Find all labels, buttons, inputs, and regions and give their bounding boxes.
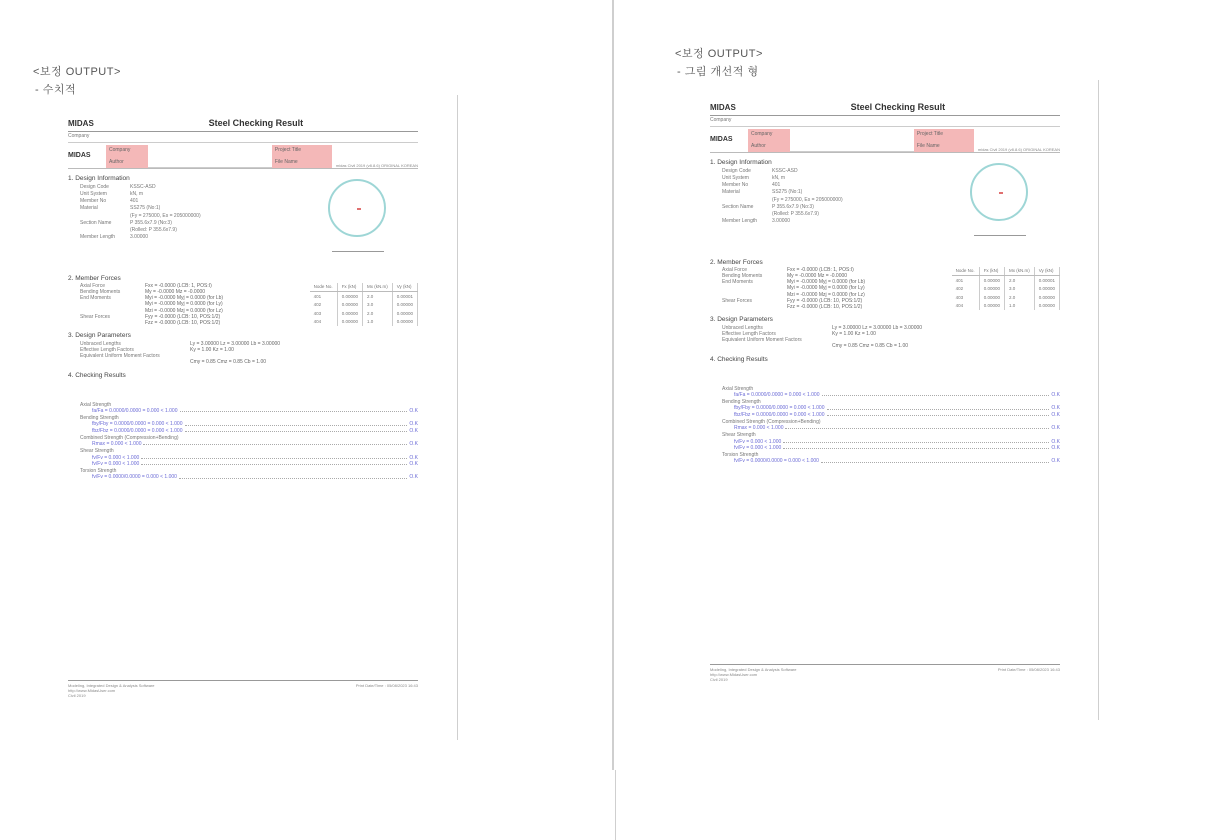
design-info-row xyxy=(722,204,843,210)
check-formula: fby/Fby = 0.0000/0.0000 = 0.000 < 1.000 xyxy=(734,405,825,412)
force-value: Fzz = -0.0000 (LCB: 10, POS:1/2) xyxy=(787,304,863,311)
design-info-row xyxy=(722,175,843,181)
check-formula: fby/Fby = 0.0000/0.0000 = 0.000 < 1.000 xyxy=(92,421,183,428)
table-cell: 402 xyxy=(952,285,980,294)
design-info-row xyxy=(80,227,201,233)
param-value: Ky = 1.00 Kz = 1.00 xyxy=(832,330,876,337)
check-ok: O.K xyxy=(1051,391,1060,398)
company-author-cells xyxy=(106,145,148,168)
table-header-row xyxy=(952,267,1060,276)
param-value: Cmy = 0.85 Cmz = 0.85 Cb = 1.00 xyxy=(190,359,267,366)
table-header-cell: Node No. xyxy=(952,267,980,276)
doc-header xyxy=(68,118,418,132)
params-list xyxy=(722,325,1060,350)
section-diagram xyxy=(940,153,1060,253)
check-formula: fbz/Fbz = 0.0000/0.0000 = 0.000 < 1.000 xyxy=(734,411,825,418)
doc-info-block xyxy=(68,145,418,169)
check-formula: Rmax = 0.000 < 1.000 xyxy=(92,441,142,448)
doc-info-block xyxy=(710,129,1060,153)
check-formula: fv/Fv = 0.000 < 1.000 xyxy=(92,454,140,461)
check-line xyxy=(92,408,418,414)
design-info-row xyxy=(80,205,201,211)
pipe-section-circle xyxy=(328,179,386,237)
param-key xyxy=(80,359,190,365)
forces-list xyxy=(80,283,223,327)
table-row xyxy=(952,302,1060,311)
table-cell: 1.0 xyxy=(1004,302,1034,311)
force-key: Axial Force xyxy=(722,266,748,273)
company-author-cells xyxy=(748,129,790,152)
check-ok: O.K xyxy=(409,427,418,434)
left-caption: <보정 OUTPUT> xyxy=(33,66,121,78)
check-leader xyxy=(185,421,408,425)
table-cell: 2.0 xyxy=(1004,276,1034,285)
design-info-value: P 355.6x7.9 (No:3) xyxy=(772,203,814,210)
check-leader xyxy=(783,439,1049,443)
check-formula: fv/Fv = 0.000 < 1.000 xyxy=(734,444,782,451)
check-line xyxy=(734,458,1060,464)
check-heading: Axial Strength xyxy=(722,385,754,392)
table-cell: 403 xyxy=(310,309,338,318)
table-header-cell: Node No. xyxy=(310,283,338,292)
check-formula: fv/Fv = 0.0000/0.0000 = 0.000 < 1.000 xyxy=(92,474,177,481)
author-label: Author xyxy=(751,142,766,149)
table-cell: 404 xyxy=(952,302,980,311)
table-cell: 0.00000 xyxy=(337,292,362,301)
table-header-cell: Vy (kN) xyxy=(1034,267,1059,276)
table-cell: 0.00000 xyxy=(1034,285,1059,294)
table-header-cell: Fx (kN) xyxy=(337,283,362,292)
section-member-forces: 2. Member Forces xyxy=(710,258,763,266)
design-info-row xyxy=(722,218,843,224)
design-info-key: Member No xyxy=(80,198,107,205)
force-value: Myi = -0.0000 Myj = 0.0000 (for Ly) xyxy=(787,285,865,292)
doc-footer xyxy=(68,680,418,698)
check-ok: O.K xyxy=(409,474,418,481)
table-cell: 402 xyxy=(310,301,338,310)
check-line xyxy=(92,474,418,480)
doc-logo: MIDAS xyxy=(68,119,94,129)
design-info-key: Section Name xyxy=(722,203,754,210)
section-design-params: 3. Design Parameters xyxy=(710,316,773,324)
check-formula: Rmax = 0.000 < 1.000 xyxy=(734,425,784,432)
params-list xyxy=(80,341,418,366)
param-key: Unbraced Lengths xyxy=(722,324,763,331)
design-info-key: Unit System xyxy=(722,174,749,181)
force-row xyxy=(80,320,223,326)
force-key: Bending Moments xyxy=(722,272,763,279)
check-leader xyxy=(179,474,407,478)
table-cell: 0.00000 xyxy=(392,318,417,327)
table-cell: 0.00000 xyxy=(1034,293,1059,302)
section-diagram xyxy=(298,169,418,269)
check-ok: O.K xyxy=(1051,405,1060,412)
param-key: Equivalent Uniform Moment Factors xyxy=(722,337,802,343)
table-row xyxy=(952,293,1060,302)
table-header-cell: Vy (kN) xyxy=(392,283,417,292)
footer-version: Civil 2019 xyxy=(68,693,86,698)
force-value: Fzz = -0.0000 (LCB: 10, POS:1/2) xyxy=(145,320,221,327)
table-row xyxy=(952,276,1060,285)
check-heading: Shear Strength xyxy=(80,448,114,455)
company-label: Company xyxy=(109,147,131,154)
section-checking: 4. Checking Results xyxy=(710,355,768,363)
table-cell: 401 xyxy=(952,276,980,285)
table-cell: 2.0 xyxy=(362,292,392,301)
table-row xyxy=(310,292,418,301)
check-line xyxy=(92,441,418,447)
check-ok: O.K xyxy=(1051,444,1060,451)
force-value: Myi = -0.0000 Myj = 0.0000 (for Ly) xyxy=(145,301,223,308)
check-line xyxy=(734,425,1060,431)
check-leader xyxy=(783,445,1049,449)
doc-title: Steel Checking Result xyxy=(850,102,946,112)
section-design-params: 3. Design Parameters xyxy=(68,332,131,340)
design-info-value: (Fy = 275000, Es = 205000000) xyxy=(130,212,201,219)
table-cell: 0.00001 xyxy=(392,292,417,301)
design-info-value: SS275 (No:1) xyxy=(130,205,161,212)
design-info-row xyxy=(68,169,418,269)
table-cell: 0.00000 xyxy=(392,309,417,318)
param-key: Unbraced Lengths xyxy=(80,340,121,347)
check-formula: fbz/Fbz = 0.0000/0.0000 = 0.000 < 1.000 xyxy=(92,427,183,434)
check-ok: O.K xyxy=(409,460,418,467)
check-leader xyxy=(141,461,407,465)
check-leader xyxy=(185,428,408,432)
force-key: End Moments xyxy=(80,295,111,302)
member-forces-row xyxy=(710,267,1060,311)
program-version: midas Civil 2019 (v8.8.6) ORIGINAL KOREAN xyxy=(335,162,418,168)
force-value: Fyy = -0.0000 (LCB: 10, POS:1/2) xyxy=(145,313,221,320)
check-ok: O.K xyxy=(409,407,418,414)
design-info-row xyxy=(722,211,843,217)
check-heading: Bending Strength xyxy=(80,415,119,422)
force-key: End Moments xyxy=(722,279,753,286)
design-info-value: kN, m xyxy=(130,190,144,197)
force-row xyxy=(722,304,865,310)
design-info-key: Member Length xyxy=(80,234,116,241)
force-key: Bending Moments xyxy=(80,288,121,295)
check-ok: O.K xyxy=(1051,458,1060,465)
page-divider xyxy=(612,0,614,770)
force-value: My = -0.0000 Mz = -0.0000 xyxy=(145,288,206,295)
table-cell: 0.00000 xyxy=(337,301,362,310)
table-cell: 0.00000 xyxy=(979,293,1004,302)
force-key xyxy=(722,304,787,310)
table-row xyxy=(310,301,418,310)
check-leader xyxy=(827,405,1050,409)
project-label: Project Title xyxy=(274,147,302,154)
footer-date: Print Date/Time : 05/08/2023 16:43 xyxy=(997,667,1060,672)
table-row xyxy=(310,318,418,327)
project-file-cells xyxy=(914,129,974,152)
table-header-cell: Fx (kN) xyxy=(979,267,1004,276)
check-heading: Torsion Strength xyxy=(80,468,117,475)
check-ok: O.K xyxy=(409,421,418,428)
check-line xyxy=(92,461,418,467)
pipe-section-circle xyxy=(970,163,1028,221)
company-value-cell xyxy=(148,145,272,168)
doc-title: Steel Checking Result xyxy=(208,118,304,128)
document-right xyxy=(710,102,1060,682)
force-key: Axial Force xyxy=(80,282,106,289)
check-line xyxy=(92,428,418,434)
forces-list xyxy=(722,267,865,311)
check-formula: fa/Fa = 0.0000/0.0000 = 0.000 < 1.000 xyxy=(734,391,820,398)
force-value: Fxx = -0.0000 (LCB: 1, POS:I) xyxy=(145,282,212,289)
check-leader xyxy=(785,425,1049,429)
design-info-value: KSSC-ASD xyxy=(130,183,156,190)
program-version: midas Civil 2019 (v8.8.6) ORIGINAL KOREAN xyxy=(977,146,1060,152)
table-cell: 3.0 xyxy=(1004,285,1034,294)
check-heading: Axial Strength xyxy=(80,401,112,408)
design-info-value: (Rolled: P 355.6x7.9) xyxy=(772,211,819,218)
design-info-key xyxy=(722,197,772,203)
design-info-row xyxy=(80,184,201,190)
check-leader xyxy=(180,408,408,412)
member-forces-row xyxy=(68,283,418,327)
table-header-cell: Mx (kN.m) xyxy=(1004,267,1034,276)
doc-company-line: Company xyxy=(710,116,1060,126)
force-value: My = -0.0000 Mz = -0.0000 xyxy=(787,272,848,279)
right-subcaption: - 그림 개선적 형 xyxy=(677,66,759,78)
footer-url: http://www.MidasUser.com xyxy=(68,688,116,693)
centroid-mark xyxy=(357,208,361,210)
design-info-row xyxy=(722,189,843,195)
footer-software: Modeling, Integrated Design & Analysis Software xyxy=(710,667,797,672)
param-row xyxy=(80,359,418,365)
design-info-key xyxy=(80,227,130,233)
doc-footer xyxy=(710,664,1060,682)
force-value: Myi = -0.0000 Myj = 0.0000 (for Lb) xyxy=(145,295,224,302)
table-cell: 0.00000 xyxy=(979,285,1004,294)
author-label: Author xyxy=(109,158,124,165)
table-cell: 0.00000 xyxy=(979,302,1004,311)
doc-company-line: Company xyxy=(68,132,418,142)
check-ok: O.K xyxy=(1051,438,1060,445)
table-row xyxy=(310,309,418,318)
design-info-key xyxy=(80,213,130,219)
design-info-value: 401 xyxy=(130,198,139,205)
design-info-key: Section Name xyxy=(80,219,112,226)
force-value: Fyy = -0.0000 (LCB: 10, POS:1/2) xyxy=(787,297,863,304)
section-member-forces: 2. Member Forces xyxy=(68,274,121,282)
document-left xyxy=(68,118,418,698)
check-heading: Torsion Strength xyxy=(722,452,759,459)
design-info-value: kN, m xyxy=(772,174,786,181)
check-heading: Combined Strength (Compression+Bending) xyxy=(722,418,821,425)
company-label: Company xyxy=(751,131,773,138)
check-formula: fv/Fv = 0.000 < 1.000 xyxy=(734,438,782,445)
table-cell: 3.0 xyxy=(362,301,392,310)
force-value: Mzi = -0.0000 Mzj = 0.0000 (for Lz) xyxy=(145,307,223,314)
table-cell: 404 xyxy=(310,318,338,327)
param-key: Effective Length Factors xyxy=(722,330,776,337)
check-leader xyxy=(143,441,407,445)
table-cell: 0.00000 xyxy=(979,276,1004,285)
check-line xyxy=(734,412,1060,418)
design-info-block xyxy=(68,169,201,269)
force-value: Mzi = -0.0000 Mzj = 0.0000 (for Lz) xyxy=(787,291,865,298)
design-info-value: (Rolled: P 355.6x7.9) xyxy=(130,227,177,234)
dimension-line xyxy=(332,251,384,252)
check-formula: fv/Fv = 0.0000/0.0000 = 0.000 < 1.000 xyxy=(734,458,819,465)
table-cell: 2.0 xyxy=(362,309,392,318)
table-cell: 403 xyxy=(952,293,980,302)
design-info-value: 401 xyxy=(772,182,781,189)
footer-date: Print Date/Time : 05/08/2023 16:43 xyxy=(355,683,418,688)
project-label: Project Title xyxy=(916,131,944,138)
section-design-info: 1. Design Information xyxy=(68,174,130,182)
design-info-key: Design Code xyxy=(722,167,751,174)
table-cell: 0.00000 xyxy=(1034,302,1059,311)
design-info-value: SS275 (No:1) xyxy=(772,189,803,196)
design-info-row xyxy=(710,153,1060,253)
design-info-row xyxy=(80,234,201,240)
right-caption: <보정 OUTPUT> xyxy=(675,48,763,60)
check-heading: Combined Strength (Compression+Bending) xyxy=(80,434,179,441)
section-design-info: 1. Design Information xyxy=(710,158,772,166)
table-header-row xyxy=(310,283,418,292)
doc-header xyxy=(710,102,1060,116)
check-ok: O.K xyxy=(1051,411,1060,418)
param-value: Cmy = 0.85 Cmz = 0.85 Cb = 1.00 xyxy=(832,343,909,350)
param-value: Ly = 3.00000 Lz = 3.00000 Lb = 3.00000 xyxy=(190,340,281,347)
check-leader xyxy=(821,458,1049,462)
forces-table xyxy=(310,283,418,327)
check-ok: O.K xyxy=(409,454,418,461)
table-cell: 2.0 xyxy=(1004,293,1034,302)
page-divider-lower xyxy=(615,770,616,840)
check-formula: fv/Fv = 0.000 < 1.000 xyxy=(92,460,140,467)
doc-logo: MIDAS xyxy=(710,103,736,113)
footer-version: Civil 2019 xyxy=(710,677,728,682)
left-panel-edge xyxy=(457,95,458,740)
design-info-row xyxy=(80,213,201,219)
design-info-key: Member Length xyxy=(722,218,758,225)
design-info-key: Material xyxy=(80,205,98,212)
check-leader xyxy=(141,455,407,459)
table-cell: 0.00000 xyxy=(337,309,362,318)
design-info-key: Unit System xyxy=(80,190,107,197)
force-value: Fxx = -0.0000 (LCB: 1, POS:I) xyxy=(787,266,854,273)
check-line xyxy=(734,445,1060,451)
design-info-row xyxy=(80,191,201,197)
dimension-line xyxy=(974,235,1026,236)
table-cell: 0.00000 xyxy=(337,318,362,327)
design-info-row xyxy=(722,197,843,203)
doc-info-logo: MIDAS xyxy=(710,135,733,143)
table-cell: 1.0 xyxy=(362,318,392,327)
filename-label: File Name xyxy=(916,142,940,149)
centroid-mark xyxy=(999,192,1003,194)
left-subcaption: - 수치적 xyxy=(35,84,77,96)
design-info-value: 3.00000 xyxy=(130,234,149,241)
check-ok: O.K xyxy=(409,441,418,448)
checks-list xyxy=(68,402,418,481)
project-file-cells xyxy=(272,145,332,168)
company-value-cell xyxy=(790,129,914,152)
check-ok: O.K xyxy=(1051,425,1060,432)
check-leader xyxy=(827,412,1050,416)
param-row xyxy=(722,343,1060,349)
table-cell: 401 xyxy=(310,292,338,301)
force-key: Shear Forces xyxy=(722,297,753,304)
design-info-key: Material xyxy=(722,189,740,196)
forces-table xyxy=(952,267,1060,311)
doc-info-logo: MIDAS xyxy=(68,151,91,159)
force-key xyxy=(80,320,145,326)
footer-software: Modeling, Integrated Design & Analysis Software xyxy=(68,683,155,688)
design-info-row xyxy=(722,168,843,174)
table-header-cell: Mx (kN.m) xyxy=(362,283,392,292)
param-key: Effective Length Factors xyxy=(80,346,134,353)
design-info-row xyxy=(80,220,201,226)
param-key: Equivalent Uniform Moment Factors xyxy=(80,353,160,359)
design-info-row xyxy=(722,182,843,188)
design-info-key: Design Code xyxy=(80,183,109,190)
footer-left xyxy=(710,667,797,682)
check-line xyxy=(734,392,1060,398)
force-key: Shear Forces xyxy=(80,313,111,320)
filename-label: File Name xyxy=(274,158,298,165)
right-panel-edge xyxy=(1098,80,1099,720)
check-heading: Shear Strength xyxy=(722,432,756,439)
design-info-value: 3.00000 xyxy=(772,218,791,225)
check-heading: Bending Strength xyxy=(722,399,761,406)
check-formula: fa/Fa = 0.0000/0.0000 = 0.000 < 1.000 xyxy=(92,407,178,414)
check-leader xyxy=(822,392,1050,396)
param-key xyxy=(722,343,832,349)
design-info-value: P 355.6x7.9 (No:3) xyxy=(130,219,172,226)
section-checking: 4. Checking Results xyxy=(68,371,126,379)
design-info-value: (Fy = 275000, Es = 205000000) xyxy=(772,196,843,203)
table-cell: 0.00000 xyxy=(392,301,417,310)
param-value: Ly = 3.00000 Lz = 3.00000 Lb = 3.00000 xyxy=(832,324,923,331)
design-info-key: Member No xyxy=(722,182,749,189)
footer-left xyxy=(68,683,155,698)
table-row xyxy=(952,285,1060,294)
design-info-value: KSSC-ASD xyxy=(772,167,798,174)
footer-url: http://www.MidasUser.com xyxy=(710,672,758,677)
checks-list xyxy=(710,386,1060,465)
force-value: Myi = -0.0000 Myj = 0.0000 (for Lb) xyxy=(787,279,866,286)
table-cell: 0.00001 xyxy=(1034,276,1059,285)
design-info-block xyxy=(710,153,843,253)
design-info-row xyxy=(80,198,201,204)
param-value: Ky = 1.00 Kz = 1.00 xyxy=(190,346,234,353)
design-info-key xyxy=(722,211,772,217)
